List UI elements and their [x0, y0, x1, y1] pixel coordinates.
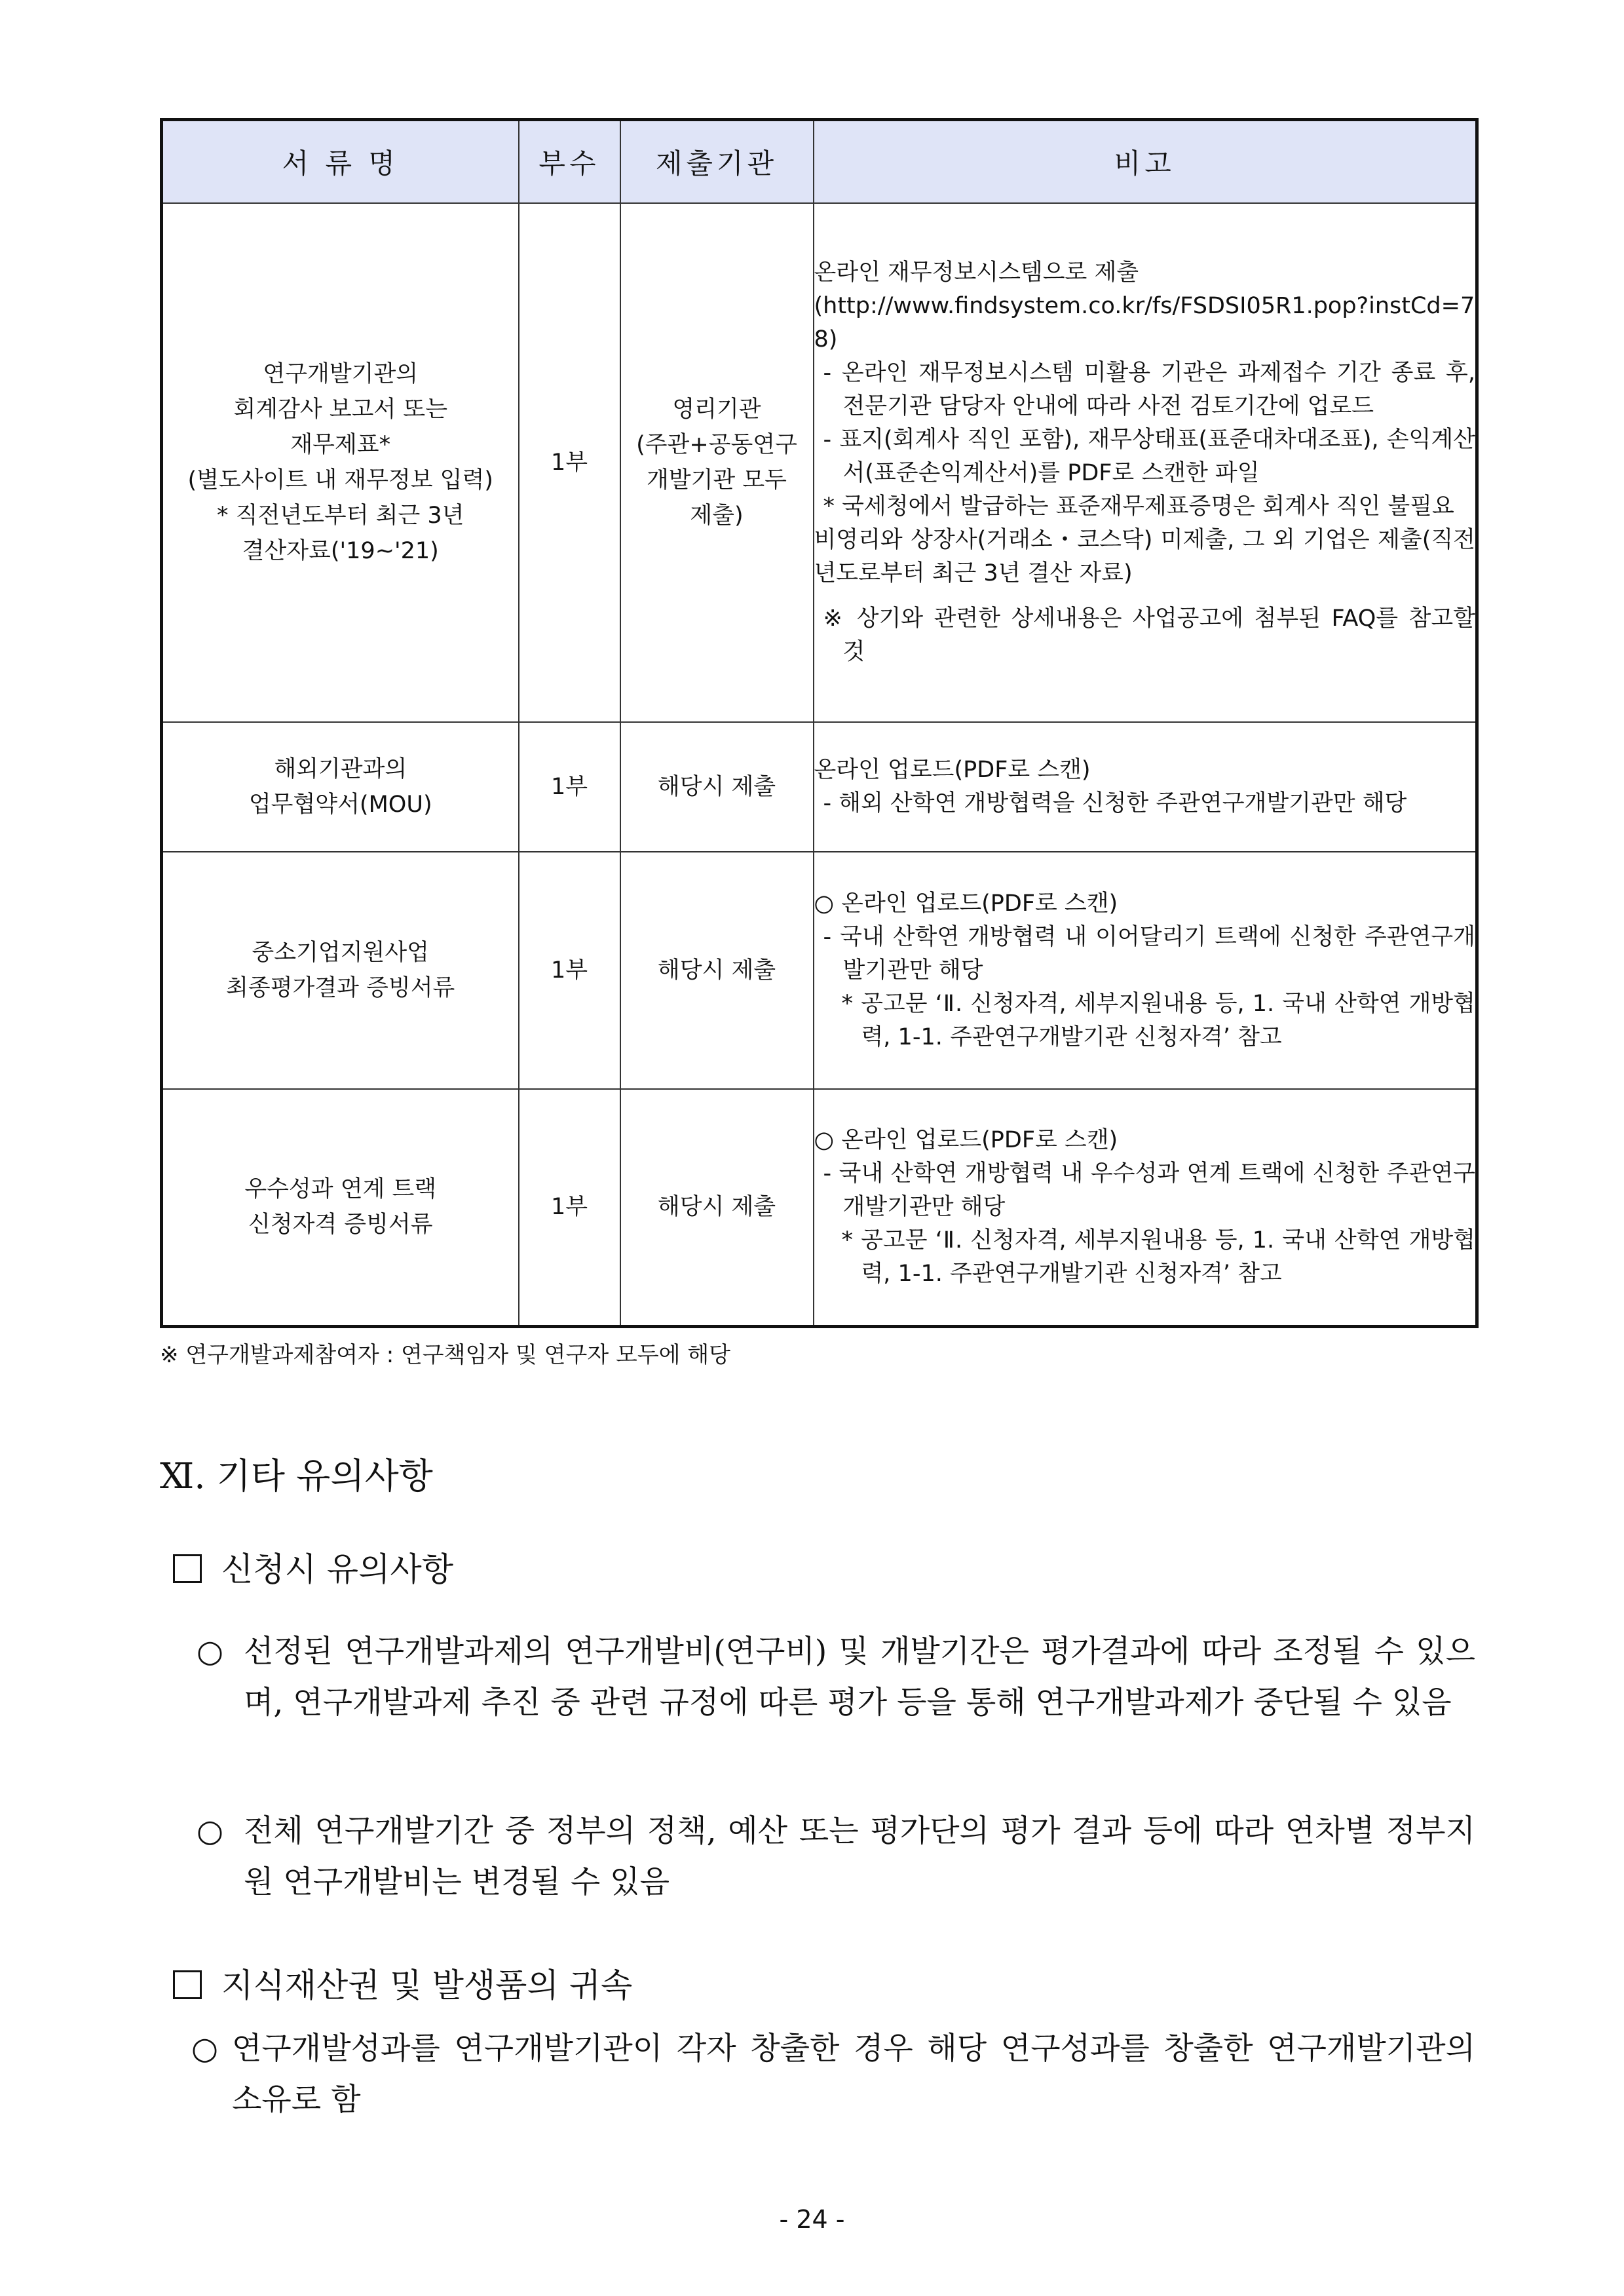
subsection-heading-application — [173, 1543, 453, 1590]
list-item — [191, 2023, 1475, 2126]
cell-copies: 1부 — [519, 203, 620, 722]
remark-line: ※ 상기와 관련한 상세내용은 사업공고에 첨부된 FAQ를 참고할 것 — [823, 605, 1475, 665]
name-line: 신청자격 증빙서류 — [248, 1212, 433, 1238]
remark-line: * 국세청에서 발급하는 표준재무제표증명은 회계사 직인 불필요 — [823, 493, 1454, 520]
name-line: 우수성과 연계 트랙 — [244, 1176, 437, 1203]
subsection-title: 신청시 유의사항 — [221, 1550, 453, 1588]
bullet-circle-icon: ○ — [197, 1813, 224, 1849]
name-line: 연구개발기관의 — [263, 361, 419, 387]
documents-table-wrapper — [160, 118, 1475, 1328]
cell-document-name — [162, 1089, 519, 1326]
org-line: 해당시 제출 — [657, 957, 776, 984]
header-copies: 부수 — [519, 120, 620, 204]
header-document-name: 서 류 명 — [162, 120, 519, 204]
org-line: 해당시 제출 — [657, 1194, 776, 1221]
header-submitting-org: 제출기관 — [620, 120, 814, 204]
cell-document-name — [162, 722, 519, 852]
bullet-circle-icon: ○ — [191, 2031, 219, 2067]
remark-line: 온라인 업로드(PDF로 스캔) — [814, 757, 1091, 783]
remark-line: * 공고문 ‘Ⅱ. 신청자격, 세부지원내용 등, 1. 국내 산학연 개방협력, 1-1. 주관연구개발기관 신청자격’ 참고 — [841, 1227, 1475, 1287]
cell-document-name — [162, 852, 519, 1089]
remark-line: 비영리와 상장사(거래소・코스닥) 미제출, 그 외 기업은 제출(직전년도로부터 최근 3년 결산 자료) — [814, 527, 1475, 586]
section-title: Ⅺ. 기타 유의사항 — [160, 1455, 433, 1497]
remark-line: - 해외 산학연 개방협력을 신청한 주관연구개발기관만 해당 — [823, 790, 1407, 816]
cell-copies: 1부 — [519, 852, 620, 1089]
table-row — [162, 722, 1477, 852]
cell-copies: 1부 — [519, 1089, 620, 1326]
remark-line: - 온라인 재무정보시스템 미활용 기관은 과제접수 기간 종료 후, 전문기관 담당자 안내에 따라 사전 검토기간에 업로드 — [823, 360, 1475, 419]
org-line: (주관+공동연구 — [636, 432, 797, 458]
remark-line: ○ 온라인 업로드(PDF로 스캔) — [814, 890, 1118, 917]
remark-line: - 표지(회계사 직인 포함), 재무상태표(표준대차대조표), 손익계산서(표준손익계산서)를 PDF로 스캔한 파일 — [823, 427, 1475, 486]
checkbox-square-icon — [173, 1554, 202, 1583]
cell-remarks — [814, 722, 1477, 852]
table-footnote: ※ 연구개발과제참여자 : 연구책임자 및 연구자 모두에 해당 — [160, 1342, 731, 1368]
name-line: 결산자료('19~'21) — [242, 538, 439, 564]
subsection-title: 지식재산권 및 발생품의 귀속 — [221, 1966, 633, 2004]
documents-table — [160, 118, 1479, 1328]
cell-submitting-org — [620, 722, 814, 852]
remark-line: 온라인 재무정보시스템으로 제출 — [814, 259, 1139, 286]
table-header-row — [162, 120, 1477, 204]
list-item — [197, 1626, 1475, 1729]
name-line: 최종평가결과 증빙서류 — [226, 975, 455, 1001]
cell-copies: 1부 — [519, 722, 620, 852]
list-item — [197, 1806, 1475, 1908]
org-line: 해당시 제출 — [657, 774, 776, 800]
name-line: 재무제표* — [290, 432, 391, 458]
remark-line: - 국내 산학연 개방협력 내 우수성과 연계 트랙에 신청한 주관연구개발기관만 해당 — [823, 1160, 1475, 1220]
header-remarks: 비고 — [814, 120, 1477, 204]
org-line: 제출) — [690, 503, 744, 529]
name-line: (별도사이트 내 재무정보 입력) — [187, 467, 493, 493]
paragraph-text: 선정된 연구개발과제의 연구개발비(연구비) 및 개발기간은 평가결과에 따라 조정될 수 있으며, 연구개발과제 추진 중 관련 규정에 따른 평가 등을 통해 연구개발과제가 중단될 수 있음 — [244, 1634, 1475, 1721]
remark-line: ○ 온라인 업로드(PDF로 스캔) — [814, 1126, 1118, 1153]
remark-line: - 국내 산학연 개방협력 내 이어달리기 트랙에 신청한 주관연구개발기관만 해당 — [823, 923, 1475, 984]
remark-spacer — [814, 590, 1476, 602]
page-number: - 24 - — [779, 2205, 845, 2234]
remark-line: (http://www.findsystem.co.kr/fs/FSDSI05R1.pop?instCd=78) — [814, 293, 1475, 353]
org-line: 영리기관 — [672, 396, 761, 423]
org-line: 개발기관 모두 — [647, 467, 787, 493]
paragraph-text: 전체 연구개발기간 중 정부의 정책, 예산 또는 평가단의 평가 결과 등에 따라 연차별 정부지원 연구개발비는 변경될 수 있음 — [244, 1813, 1475, 1900]
name-line: 중소기업지원사업 — [252, 940, 429, 966]
name-line: 해외기관과의 — [274, 756, 407, 782]
table-row — [162, 1089, 1477, 1326]
cell-remarks — [814, 852, 1477, 1089]
table-row — [162, 852, 1477, 1089]
subsection-heading-ip — [173, 1959, 632, 2006]
name-line: 회계감사 보고서 또는 — [233, 396, 448, 423]
bullet-circle-icon: ○ — [197, 1634, 224, 1670]
cell-submitting-org — [620, 1089, 814, 1326]
table-row — [162, 203, 1477, 722]
remark-line: * 공고문 ‘Ⅱ. 신청자격, 세부지원내용 등, 1. 국내 산학연 개방협력, 1-1. 주관연구개발기관 신청자격’ 참고 — [841, 990, 1475, 1050]
cell-document-name — [162, 203, 519, 722]
paragraph-text: 연구개발성과를 연구개발기관이 각자 창출한 경우 해당 연구성과를 창출한 연구개발기관의 소유로 함 — [232, 2031, 1475, 2118]
cell-submitting-org — [620, 203, 814, 722]
cell-remarks — [814, 1089, 1477, 1326]
cell-submitting-org — [620, 852, 814, 1089]
name-line: 업무협약서(MOU) — [248, 792, 432, 818]
checkbox-square-icon — [173, 1970, 202, 1999]
cell-remarks — [814, 203, 1477, 722]
name-line: * 직전년도부터 최근 3년 — [217, 503, 464, 529]
